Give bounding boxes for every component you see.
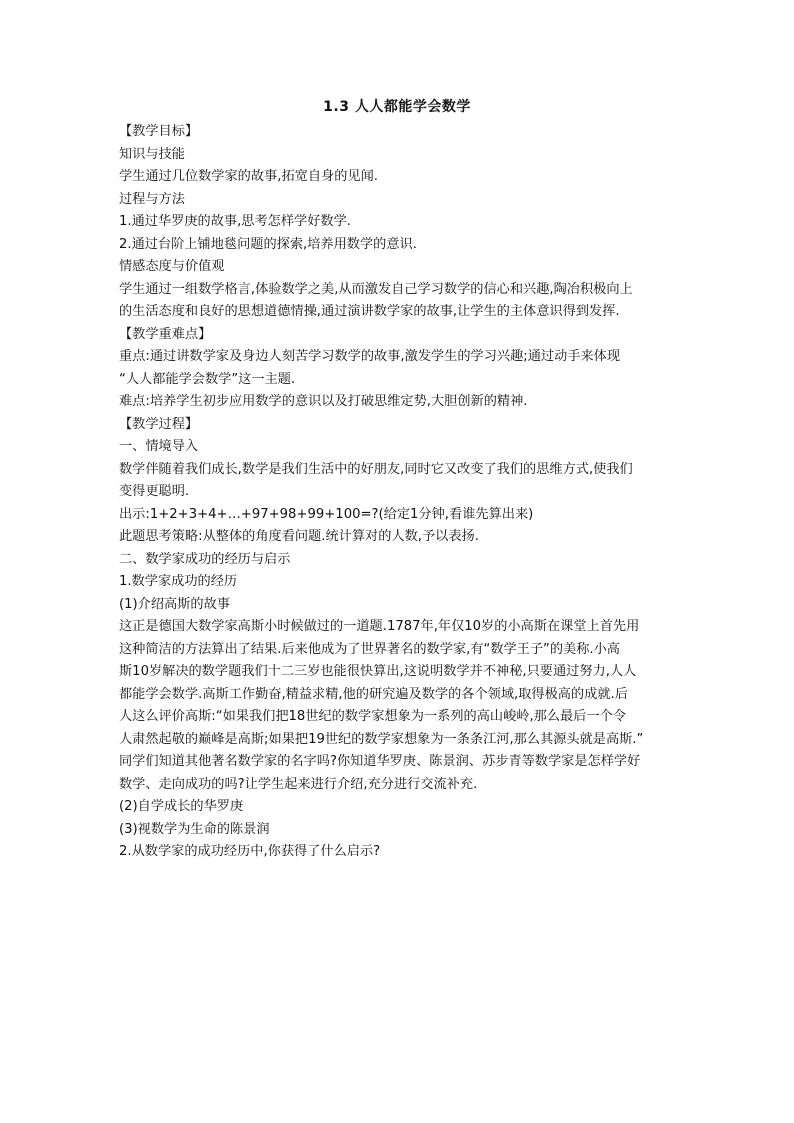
list-item: 1.通过华罗庚的故事,思考怎样学好数学. (119, 214, 351, 229)
document-title: 1.3 人人都能学会数学 (323, 99, 471, 115)
list-item: 2.从数学家的成功经历中,你获得了什么启示? (119, 844, 381, 859)
paragraph-line: 人肃然起敬的巅峰是高斯;如果把19世纪的数学家想象为一条条江河,那么其源头就是高斯.” (119, 731, 644, 747)
paragraph-line: 数学、走向成功的吗?让学生起来进行介绍,充分进行交流补充. (119, 776, 478, 792)
document-body (119, 121, 679, 864)
list-item: (2)自学成长的华罗庚 (119, 799, 244, 814)
subheading-process: 过程与方法 (119, 191, 185, 207)
paragraph-line: 都能学会数学.高斯工作勤奋,精益求精,他的研究遍及数学的各个领域,取得极高的成就.后 (119, 686, 628, 702)
paragraph-line: “人人都能学会数学”这一主题. (119, 371, 296, 387)
paragraph-line: 人这么评价高斯:“如果我们把18世纪的数学家想象为一系列的高山峻岭,那么最后一个令 (119, 709, 626, 724)
list-item: (3)视数学为生命的陈景润 (119, 821, 270, 837)
paragraph-line: 同学们知道其他著名数学家的名字吗?你知道华罗庚、陈景润、苏步青等数学家是怎样学好 (119, 754, 641, 769)
paragraph: 学生通过几位数学家的故事,拓宽自身的见闻. (119, 169, 378, 184)
paragraph-line: 此题思考策略:从整体的角度看问题.统计算对的人数,予以表扬. (119, 529, 479, 544)
paragraph-line: 这种简洁的方法算出了结果.后来他成为了世界著名的数学家,有“数学王子”的美称.小高 (119, 641, 620, 657)
subheading-knowledge: 知识与技能 (119, 146, 185, 162)
list-item: (1)介绍高斯的故事 (119, 596, 230, 612)
section-heading-key-points: 【教学重难点】 (119, 326, 212, 342)
paragraph-line: 的生活态度和良好的思想道德情操,通过演讲数学家的故事,让学生的主体意识得到发挥. (119, 304, 620, 319)
paragraph-line: 这正是德国大数学家高斯小时候做过的一道题.1787年,年仅10岁的小高斯在课堂上首先用 (119, 619, 640, 634)
section-heading-process: 【教学过程】 (119, 416, 199, 432)
subheading-mathematicians: 二、数学家成功的经历与启示 (119, 551, 291, 567)
list-item: 1.数学家成功的经历 (119, 574, 238, 589)
list-item: 2.通过台阶上铺地毯问题的探索,培养用数学的意识. (119, 236, 417, 252)
section-heading-objectives: 【教学目标】 (119, 124, 199, 139)
paragraph-line: 重点:通过讲数学家及身边人刻苦学习数学的故事,激发学生的学习兴趣;通过动手来体现 (119, 349, 621, 364)
subheading-attitude: 情感态度与价值观 (119, 259, 225, 274)
paragraph-line: 难点:培养学生初步应用数学的意识以及打破思维定势,大胆创新的精神. (119, 394, 528, 409)
paragraph-line: 学生通过一组数学格言,体验数学之美,从而激发自己学习数学的信心和兴趣,陶冶积极向上 (119, 281, 633, 297)
paragraph-line: 数学伴随着我们成长,数学是我们生活中的好朋友,同时它又改变了我们的思维方式,使我们 (119, 461, 633, 477)
subheading-intro: 一、情境导入 (119, 439, 199, 454)
paragraph-line: 斯10岁解决的数学题我们十二三岁也能很快算出,这说明数学并不神秘,只要通过努力,人人 (119, 664, 637, 679)
paragraph-line: 变得更聪明. (119, 484, 190, 499)
paragraph-line: 出示:1+2+3+4+…+97+98+99+100=?(给定1分钟,看谁先算出来) (119, 506, 534, 522)
